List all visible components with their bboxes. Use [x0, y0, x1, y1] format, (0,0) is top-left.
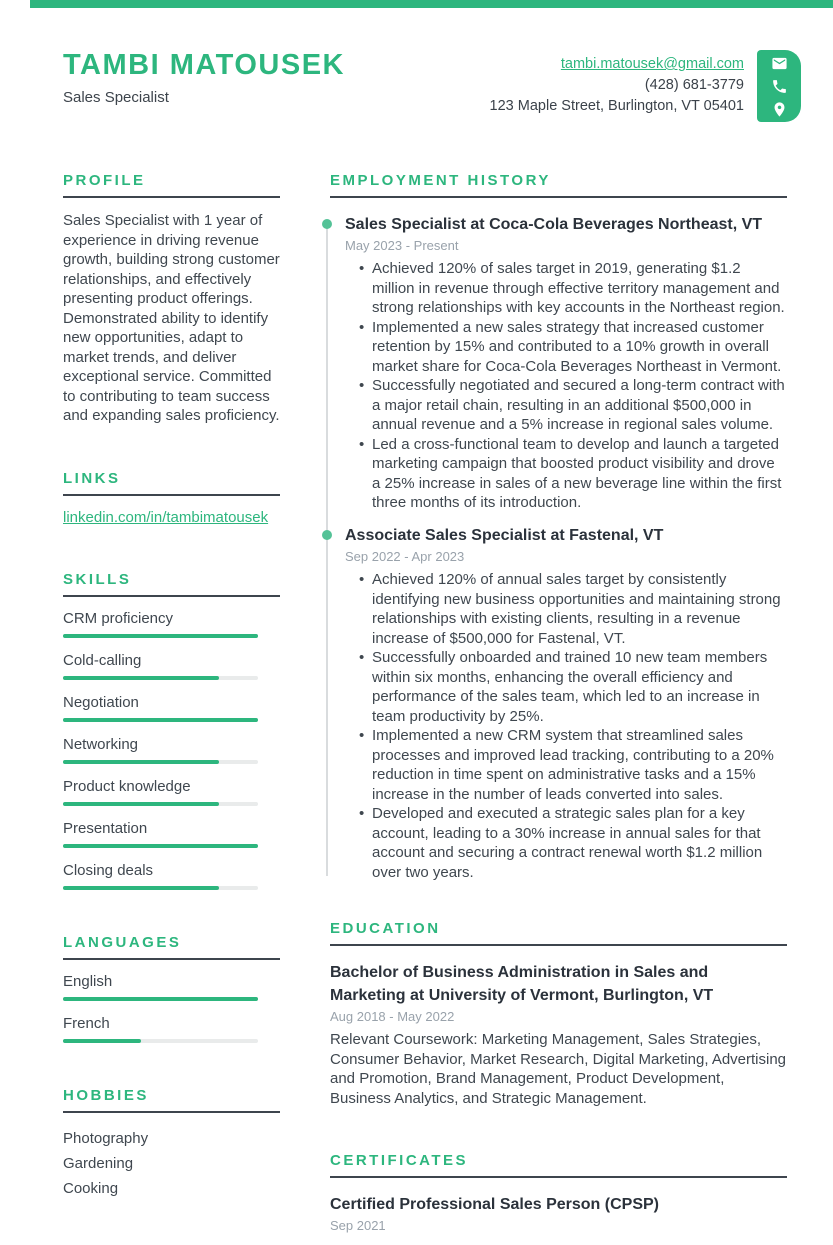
- skill-bar-fill: [63, 760, 219, 764]
- contact-icon-panel: [757, 50, 801, 122]
- employment-section: [330, 172, 787, 882]
- profile-heading: PROFILE: [63, 172, 280, 198]
- header: [0, 0, 833, 122]
- job-bullet: • Developed and executed a strategic sales plan for a key account, leading to a 30% increase in annual sales for that account and securing a contract renewal worth $1.2 million over two years.: [345, 804, 787, 882]
- candidate-job-title: Sales Specialist: [63, 88, 169, 106]
- list-item: [63, 509, 280, 527]
- links-heading: LINKS: [63, 470, 280, 496]
- certificates-section: [330, 1152, 787, 1233]
- job-entry: [345, 525, 787, 882]
- skill-bar: [63, 760, 258, 764]
- education-section: [330, 920, 787, 1108]
- job-bullet: • Implemented a new CRM system that streamlined sales processes and improved lead tracking, contributing to a 20% reduction in time spent on administrative tasks and a 15% increase in the number of leads converted into sales.: [345, 726, 787, 804]
- right-column: [330, 172, 787, 1245]
- skill-bar: [63, 802, 258, 806]
- skill-item: [63, 652, 280, 680]
- skill-bar: [63, 886, 258, 890]
- candidate-name: TAMBI MATOUSEK: [63, 49, 345, 81]
- skill-bar-fill: [63, 634, 258, 638]
- profile-text: Sales Specialist with 1 year of experience in driving revenue growth, building strong customer relationships, and effectively presenting product offerings. Demonstrated ability to identify new opportunities, adapt to market trends, and deliver exceptional service. Committed to contributing to team success and expanding sales proficiency.: [63, 212, 280, 424]
- skill-bar-fill: [63, 802, 219, 806]
- skill-label: Product knowledge: [63, 777, 191, 795]
- language-bar-fill: [63, 1039, 141, 1043]
- skill-item: [63, 610, 280, 638]
- employment-heading: EMPLOYMENT HISTORY: [330, 172, 787, 198]
- job-bullet: • Implemented a new sales strategy that increased customer retention by 15% and contributed to a 10% growth in overall market share for Coca-Cola Beverages Northeast in Vermont.: [345, 318, 787, 377]
- left-column: [63, 172, 280, 1245]
- skill-bar-fill: [63, 718, 258, 722]
- skill-label: Cold-calling: [63, 651, 142, 669]
- skill-label: Closing deals: [63, 861, 154, 879]
- education-description: Relevant Coursework: Marketing Management, Sales Strategies, Consumer Behavior, Market Research, Digital Marketing, Advertising and Promotion, Brand Management, Product Development, Business Analytics, and Strategic Management.: [330, 1031, 787, 1107]
- contact-address: 123 Maple Street, Burlington, VT 05401: [489, 98, 744, 114]
- contact-email-link[interactable]: tambi.matousek@gmail.com: [560, 56, 744, 72]
- skill-bar: [63, 718, 258, 722]
- language-bar: [63, 997, 258, 1001]
- certificate-dates: Sep 2021: [330, 1218, 386, 1234]
- job-title: Associate Sales Specialist at Fastenal, VT: [345, 526, 664, 544]
- linkedin-link[interactable]: linkedin.com/in/tambimatousek: [63, 508, 269, 526]
- contact-email: [490, 54, 744, 75]
- languages-heading: LANGUAGES: [63, 934, 280, 960]
- hobbies-section: [63, 1087, 280, 1201]
- job-dates: May 2023 - Present: [345, 238, 459, 254]
- education-heading: EDUCATION: [330, 920, 787, 946]
- skill-item: [63, 862, 280, 890]
- employment-timeline: [330, 214, 787, 882]
- skills-section: [63, 571, 280, 890]
- skill-item: [63, 778, 280, 806]
- job-dates: Sep 2022 - Apr 2023: [345, 549, 465, 565]
- language-label: French: [63, 1014, 110, 1032]
- job-bullet: • Led a cross-functional team to develop and launch a targeted marketing campaign that boosted product visibility and drove a 25% increase in sales of a new beverage line within the first three months of its introduction.: [345, 435, 787, 513]
- language-bar-fill: [63, 997, 258, 1001]
- certificates-heading: CERTIFICATES: [330, 1152, 787, 1178]
- language-bar: [63, 1039, 258, 1043]
- language-label: English: [63, 972, 113, 990]
- language-item: [63, 973, 280, 1001]
- skill-item: [63, 736, 280, 764]
- timeline-dot: [322, 219, 332, 229]
- languages-section: [63, 934, 280, 1043]
- email-icon: [771, 55, 788, 72]
- skill-bar-fill: [63, 844, 258, 848]
- skill-label: Networking: [63, 735, 139, 753]
- skill-item: [63, 694, 280, 722]
- location-icon: [771, 101, 788, 118]
- skill-bar: [63, 844, 258, 848]
- degree-title: Bachelor of Business Administration in Sales and Marketing at University of Vermont, Burlington, VT: [330, 964, 714, 1004]
- hobby-item: Cooking: [63, 1179, 119, 1197]
- header-identity: [63, 50, 345, 106]
- certificate-title: Certified Professional Sales Person (CPSP): [330, 1196, 659, 1214]
- timeline-line: [326, 228, 328, 876]
- content-columns: [0, 172, 833, 1245]
- skill-bar-fill: [63, 676, 219, 680]
- job-bullet: • Successfully negotiated and secured a long-term contract with a major retail chain, resulting in an additional $500,000 in annual revenue and a 5% increase in regional sales volume.: [345, 376, 787, 435]
- skill-bar: [63, 634, 258, 638]
- education-dates: Aug 2018 - May 2022: [330, 1009, 455, 1025]
- job-bullet: • Successfully onboarded and trained 10 new team members within six months, enhancing the overall efficiency and performance of the sales team, which led to an increase in team productivity by 25%.: [345, 648, 787, 726]
- skill-bar-fill: [63, 886, 219, 890]
- skill-label: Negotiation: [63, 693, 139, 711]
- skill-label: Presentation: [63, 819, 148, 837]
- job-title: Sales Specialist at Coca-Cola Beverages Northeast, VT: [345, 216, 763, 233]
- skill-item: [63, 820, 280, 848]
- contact-phone: (428) 681-3779: [644, 77, 744, 93]
- language-item: [63, 1015, 280, 1043]
- skills-heading: SKILLS: [63, 571, 280, 597]
- hobby-item: Gardening: [63, 1154, 134, 1172]
- job-bullet-list: [345, 259, 787, 513]
- education-entry: [330, 962, 787, 1108]
- links-section: [63, 470, 280, 527]
- profile-section: [63, 172, 280, 426]
- job-bullet: • Achieved 120% of annual sales target by consistently identifying new business opportunities and maintaining strong relationships with existing clients, resulting in a revenue increase of $500,000 for Fastenal, VT.: [345, 570, 787, 648]
- hobbies-heading: HOBBIES: [63, 1087, 280, 1113]
- certificate-entry: [330, 1194, 787, 1233]
- skill-bar: [63, 676, 258, 680]
- top-accent-bar: [30, 0, 833, 8]
- job-entry: [345, 214, 787, 513]
- contact-lines: [490, 50, 744, 117]
- job-bullet-list: [345, 570, 787, 882]
- phone-icon: [771, 78, 788, 95]
- job-bullet: • Achieved 120% of sales target in 2019, generating $1.2 million in revenue through effective territory management and strong relationships with key accounts in the Northeast region.: [345, 259, 787, 318]
- timeline-dot: [322, 530, 332, 540]
- skill-label: CRM proficiency: [63, 609, 174, 627]
- hobby-item: Photography: [63, 1129, 149, 1147]
- contact-block: [490, 50, 801, 122]
